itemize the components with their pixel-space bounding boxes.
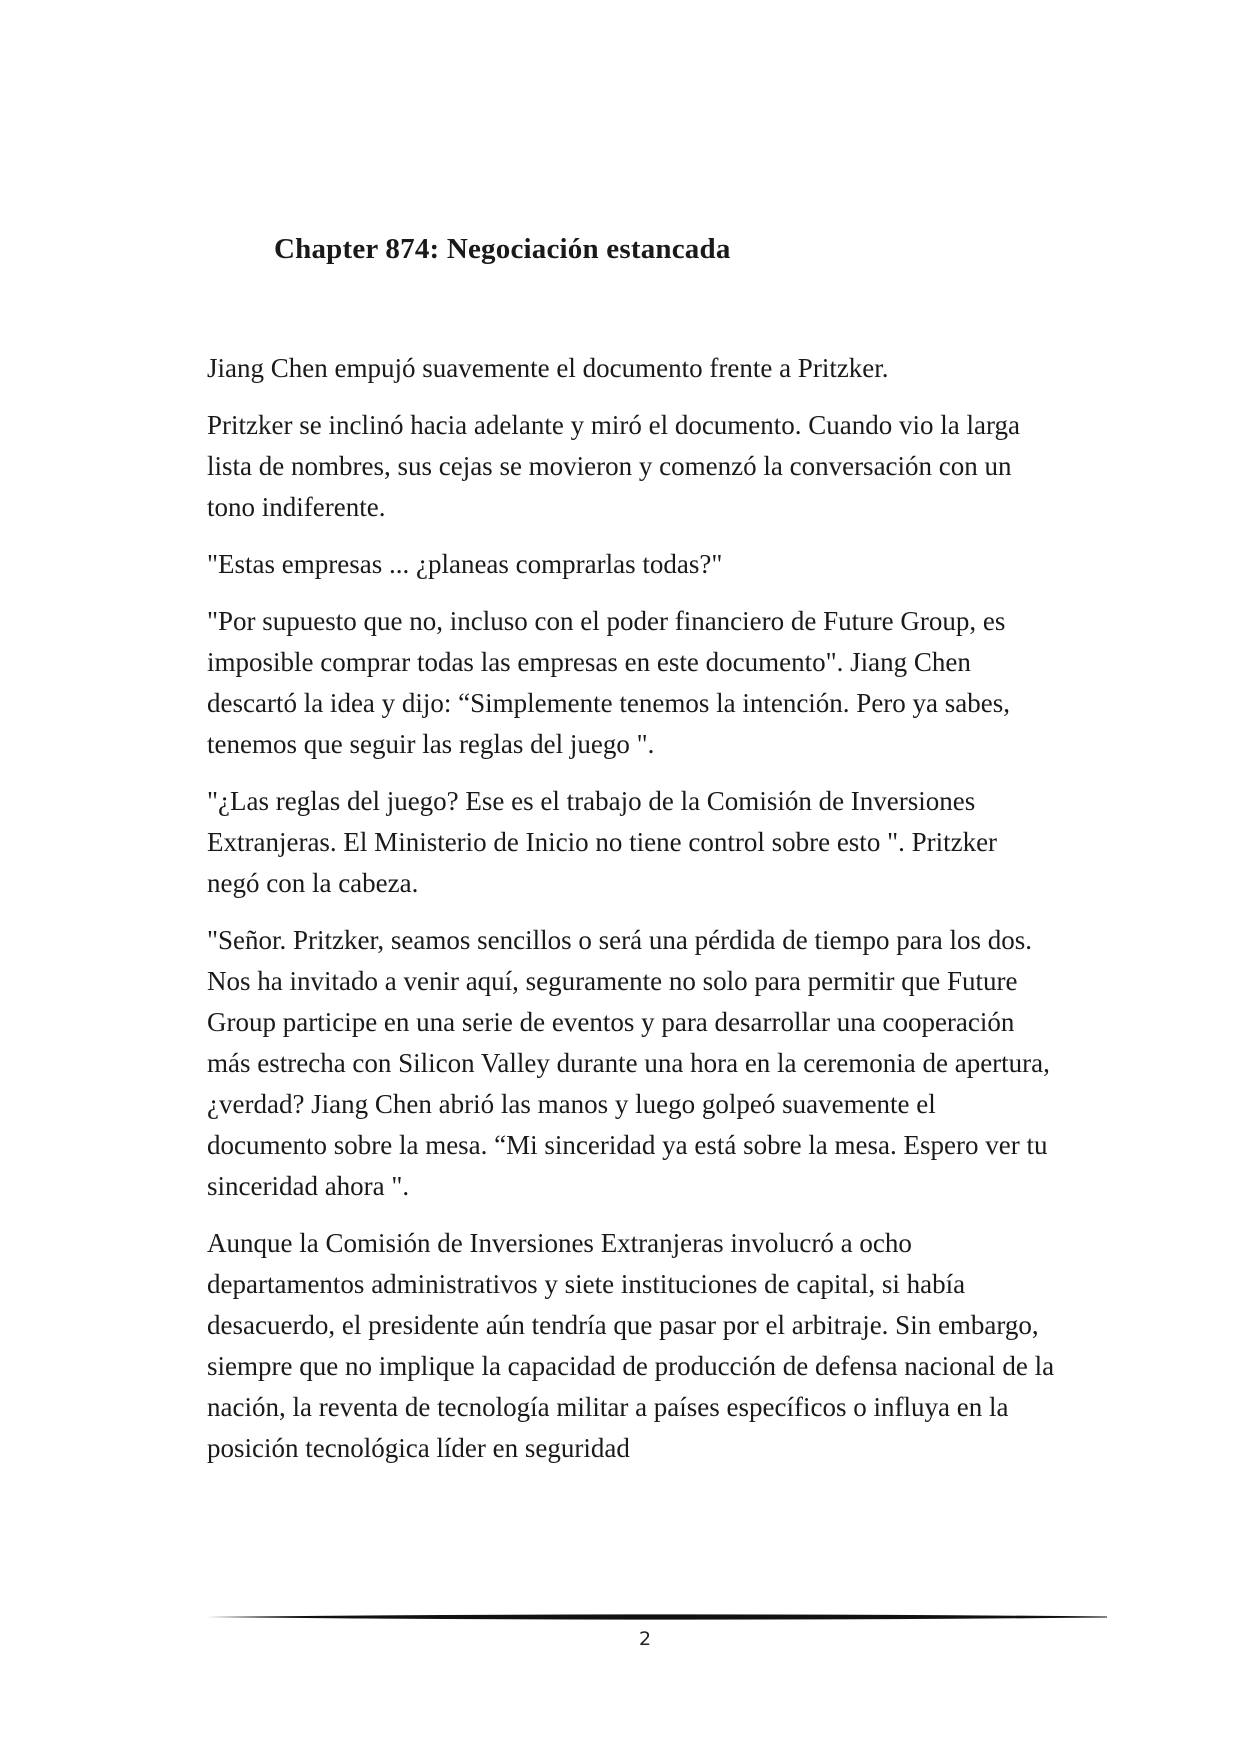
chapter-title: Chapter 874: Negociación estancada <box>274 233 731 265</box>
paragraph: Jiang Chen empujó suavemente el documento frente a Pritzker. <box>207 353 889 383</box>
paragraph: "¿Las reglas del juego? Ese es el trabajo de la Comisión de Inversiones Extranjeras. El Ministerio de Inicio no tiene control sobre esto ". Pritzker negó con la cabeza. <box>207 786 998 898</box>
paragraph: Aunque la Comisión de Inversiones Extranjeras involucró a ocho departamentos administrativos y siete instituciones de capital, si había desacuerdo, el presidente aún tendría que pasar por el arbitraje. Sin embargo, siempre que no implique la capacidad de producción de defensa nacional de la nación, la reventa de tecnología militar a países específicos o influya en la posición tecnológica líder en seguridad <box>207 1228 1055 1463</box>
page-number: 2 <box>638 1628 652 1650</box>
paragraph: "Estas empresas ... ¿planeas comprarlas todas?" <box>207 549 723 579</box>
paragraph: Pritzker se inclinó hacia adelante y miró el documento. Cuando vio la larga lista de nombres, sus cejas se movieron y comenzó la conversación con un tono indiferente. <box>207 410 1020 522</box>
paragraph: "Por supuesto que no, incluso con el poder financiero de Future Group, es imposible comprar todas las empresas en este documento". Jiang Chen descartó la idea y dijo: “Simplemente tenemos la intención. Pero ya sabes, tenemos que seguir las reglas del juego ". <box>207 606 1011 759</box>
chapter-body <box>207 348 1055 1485</box>
paragraph: "Señor. Pritzker, seamos sencillos o será una pérdida de tiempo para los dos. Nos ha invitado a venir aquí, seguramente no solo para permitir que Future Group participe en una serie de eventos y para desarrollar una cooperación más estrecha con Silicon Valley durante una hora en la ceremonia de apertura, ¿verdad? Jiang Chen abrió las manos y luego golpeó suavemente el documento sobre la mesa. “Mi sinceridad ya está sobre la mesa. Espero ver tu sinceridad ahora ". <box>207 925 1050 1201</box>
footer-divider <box>207 1611 1107 1623</box>
